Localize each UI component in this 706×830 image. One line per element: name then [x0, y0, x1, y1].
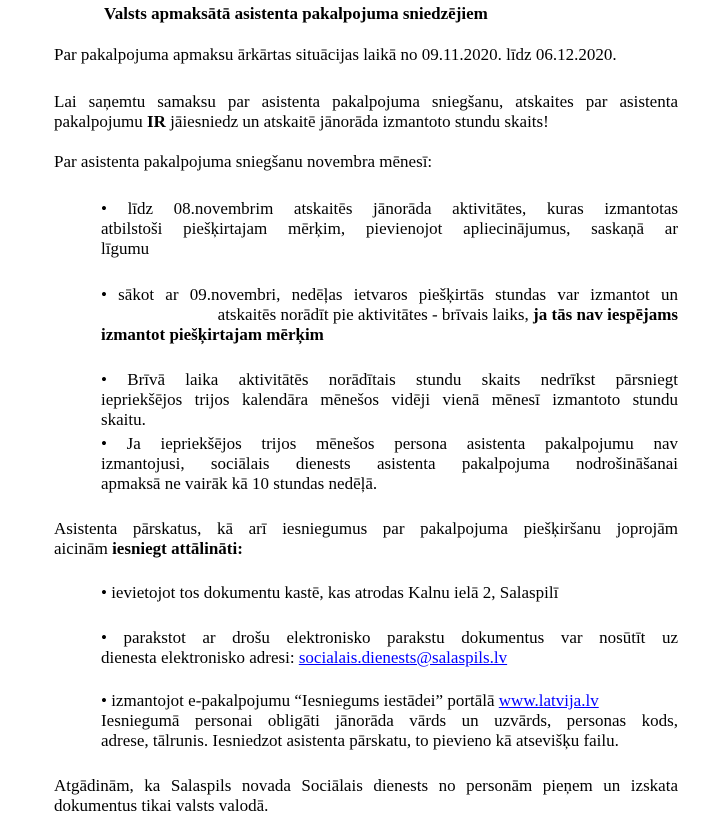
- closing-line-1: Atgādinām, ka Salaspils novada Sociālais dienests no personām pieņem un izskata: [54, 776, 678, 795]
- ir-emphasis: IR: [147, 112, 166, 131]
- remote-line-2: aicinām iesniegt attālināti:: [54, 539, 243, 558]
- option-drop-box: • ievietojot tos dokumentu kastē, kas atrodas Kalnu ielā 2, Salaspilī: [101, 583, 559, 602]
- bullet-2-line-3: izmantot piešķirtajam mērķim: [101, 325, 324, 344]
- remote-emphasis: iesniegt attālināti:: [112, 539, 243, 558]
- bullet-until-nov-8: [101, 199, 678, 259]
- reports-line-1: Lai saņemtu samaksu par asistenta pakalpojuma sniegšanu, atskaites par asistenta: [54, 92, 678, 111]
- document-title: Valsts apmaksātā asistenta pakalpojuma sniedzējiem: [104, 4, 488, 23]
- option-3-line-2: Iesniegumā personai obligāti jānorāda vārds un uzvārds, personas kods,: [101, 711, 678, 730]
- option-e-signature: [101, 628, 678, 668]
- closing-line-2: dokumentus tikai valsts valodā.: [54, 796, 269, 815]
- bullet-4-line-2: izmantojusi, sociālais dienests asistenta pakalpojuma nodrošināšanai: [101, 454, 678, 473]
- option-2-line-1: • parakstot ar drošu elektronisko parakstu dokumentus var nosūtīt uz: [101, 628, 678, 647]
- reports-paragraph: [54, 92, 678, 132]
- reports-line-2: pakalpojumu IR jāiesniedz un atskaitē jānorāda izmantoto stundu skaits!: [54, 112, 549, 131]
- bullet-1-line-1: • līdz 08.novembrim atskaitēs jānorāda aktivitātes, kuras izmantotas: [101, 199, 678, 218]
- option-3-line-1: • izmantojot e-pakalpojumu “Iesniegums iestādei” portālā www.latvija.lv: [101, 691, 599, 710]
- bullet-free-time-limit: [101, 370, 678, 430]
- remote-submission-paragraph: [54, 519, 678, 559]
- bullet-3-line-3: skaitu.: [101, 410, 146, 429]
- bullet-no-prior-usage: [101, 434, 678, 494]
- option-e-service: [101, 691, 678, 751]
- option-3-line-3: adrese, tālrunis. Iesniedzot asistenta pārskatu, to pievieno kā atsevišķu failu.: [101, 731, 619, 750]
- option-2-line-2: dienesta elektronisko adresi: socialais.dienests@salaspils.lv: [101, 648, 508, 667]
- bullet-4-line-3: apmaksā ne vairāk kā 10 stundas nedēļā.: [101, 474, 378, 493]
- bullet-3-line-2: iepriekšējos trijos kalendāra mēnešos vidēji vienā mēnesī izmantoto stundu: [101, 390, 678, 409]
- bullet-1-line-3: līgumu: [101, 239, 150, 258]
- bullet-from-nov-9: [101, 285, 678, 345]
- bullet-3-line-1: • Brīvā laika aktivitātēs norādītais stundu skaits nedrīkst pārsniegt: [101, 370, 678, 389]
- email-link[interactable]: socialais.dienests@salaspils.lv: [298, 648, 508, 667]
- bullet-2-emphasis: ja tās nav iespējams: [533, 305, 678, 324]
- bullet-2-line-2: atskaitēs norādīt pie aktivitātes - brīvais laiks, ja tās nav iespējams: [217, 305, 678, 324]
- bullet-4-line-1: • Ja iepriekšējos trijos mēnešos persona asistenta pakalpojumu nav: [101, 434, 678, 453]
- bullet-1-line-2: atbilstoši piešķirtajam mērķim, pievienojot apliecinājumus, saskaņā ar: [101, 219, 678, 238]
- bullet-2-line-1: • sākot ar 09.novembri, nedēļas ietvaros piešķirtās stundas var izmantot un: [101, 285, 678, 304]
- remote-line-1: Asistenta pārskatus, kā arī iesniegumus par pakalpojuma piešķiršanu joprojām: [54, 519, 678, 538]
- closing-paragraph: [54, 776, 678, 816]
- november-heading: Par asistenta pakalpojuma sniegšanu novembra mēnesī:: [54, 152, 433, 171]
- latvija-portal-link[interactable]: www.latvija.lv: [498, 691, 599, 710]
- intro-paragraph: Par pakalpojuma apmaksu ārkārtas situācijas laikā no 09.11.2020. līdz 06.12.2020.: [54, 45, 617, 64]
